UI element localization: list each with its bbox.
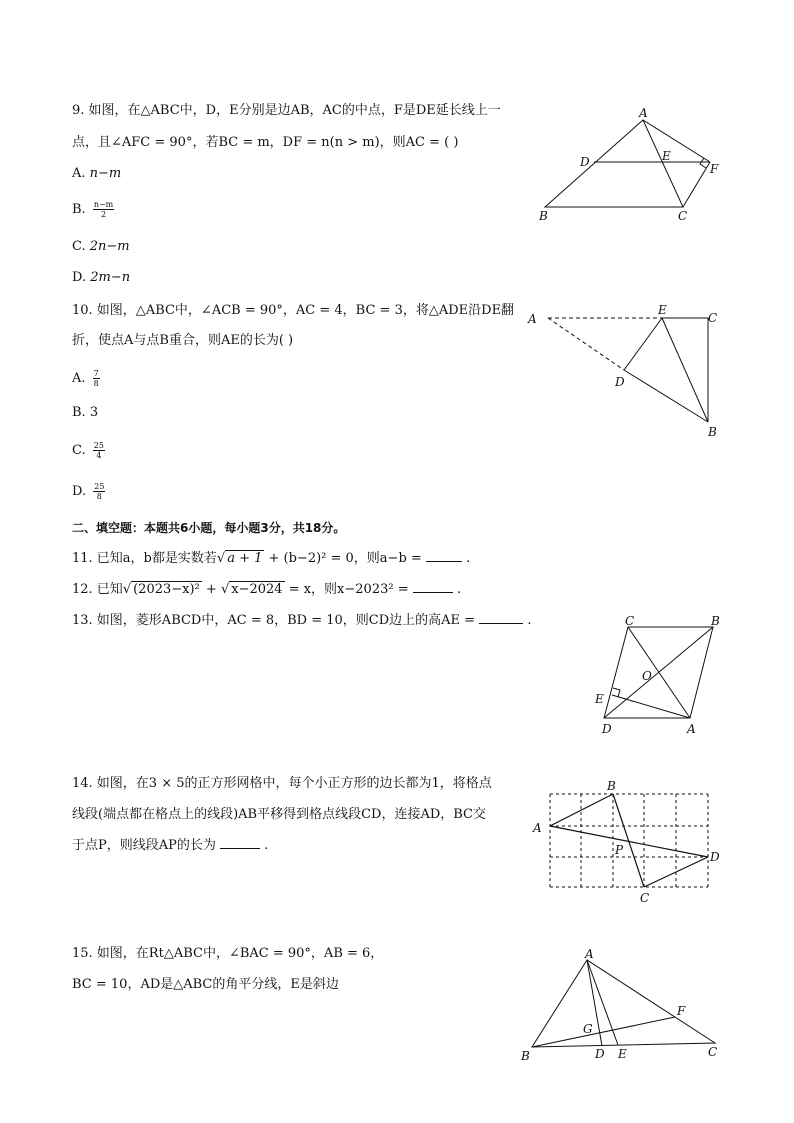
- q12-answer-blank[interactable]: [413, 580, 453, 593]
- q10-line1: 10. 如图，△ABC中，∠ACB = 90°，AC = 4，BC = 3，将△ADE沿DE翻: [72, 303, 515, 318]
- q14-label-p: P: [615, 843, 624, 857]
- q13-answer-blank[interactable]: [479, 611, 523, 624]
- q11-answer-blank[interactable]: [426, 549, 462, 562]
- q9-figure: [530, 100, 730, 225]
- q15-label-g: G: [583, 1022, 593, 1036]
- q14-label-b: B: [607, 779, 616, 793]
- q15-label-a: A: [585, 947, 594, 961]
- q13-label-b: B: [711, 614, 720, 628]
- q13-label-a: A: [687, 722, 696, 736]
- q10-label-d: D: [615, 375, 625, 389]
- q14-label-a: A: [533, 821, 542, 835]
- q15-label-f: F: [677, 1004, 686, 1018]
- q10-figure: [520, 300, 730, 445]
- q9-option-d[interactable]: D. 2m−n: [72, 270, 131, 285]
- q15-line2: BC = 10，AD是△ABC的角平分线，E是斜边: [72, 977, 339, 992]
- q9-option-c[interactable]: C. 2n−m: [72, 239, 130, 254]
- q10-label-c: C: [708, 311, 718, 325]
- q10-label-a: A: [528, 312, 537, 326]
- q12-line: 12. 已知√ (2023−x)² + √ x−2024 = x，则x−2023² = .: [72, 582, 462, 597]
- q13-label-o: O: [642, 669, 652, 683]
- q15-label-c: C: [708, 1045, 718, 1059]
- q9-label-b: B: [539, 209, 548, 223]
- q13-label-e: E: [595, 692, 604, 706]
- q14-label-c: C: [640, 891, 650, 905]
- q10-label-b: B: [708, 425, 717, 439]
- q13-figure: [590, 615, 730, 740]
- q9-option-a[interactable]: A. n−m: [72, 166, 122, 181]
- q14-figure: [530, 780, 730, 910]
- q9-label-f: F: [710, 162, 719, 176]
- q9-option-b[interactable]: B. $\frac{n-m}{2}$: [72, 200, 114, 219]
- q10-option-d[interactable]: D. $\frac{25}{8}$: [72, 482, 105, 501]
- fraction: $\frac{7}{8}$: [93, 369, 99, 388]
- q14-line3: 于点P，则线段AP的长为 .: [72, 838, 269, 853]
- q15-label-b: B: [521, 1049, 530, 1063]
- q13-label-d: D: [602, 722, 612, 736]
- q9-label-d: D: [580, 155, 590, 169]
- q10-option-b[interactable]: B. 3: [72, 405, 99, 420]
- fraction: $\frac{25}{4}$: [93, 441, 104, 460]
- q9-label-a: A: [639, 106, 648, 120]
- q13-label-c: C: [625, 614, 635, 628]
- q15-label-e: E: [618, 1047, 627, 1061]
- q15-line1: 15. 如图，在Rt△ABC中，∠BAC = 90°，AB = 6，: [72, 946, 384, 961]
- q9-label-e: E: [662, 149, 671, 163]
- q15-figure: [515, 945, 730, 1065]
- q14-line1: 14. 如图，在3 × 5的正方形网格中，每个小正方形的边长都为1，将格点: [72, 776, 492, 791]
- q10-line2: 折，使点A与点B重合，则AE的长为( ): [72, 333, 294, 348]
- q14-label-d: D: [710, 850, 720, 864]
- q9-line2: 点，且∠AFC = 90°，若BC = m，DF = n(n > m)，则AC = ( ): [72, 135, 459, 150]
- section-title-fill-blank: 二、填空题：本题共6小题，每小题3分，共18分。: [72, 521, 346, 535]
- q14-line2: 线段(端点都在格点上的线段)AB平移得到格点线段CD，连接AD，BC交: [72, 807, 487, 822]
- fraction: $\frac{25}{8}$: [94, 482, 105, 501]
- q9-label-c: C: [678, 209, 688, 223]
- q9-line1: 9. 如图，在△ABC中，D，E分别是边AB，AC的中点，F是DE延长线上一: [72, 103, 501, 118]
- q15-label-d: D: [595, 1047, 605, 1061]
- q11-line: 11. 已知a，b都是实数若√ a + 1 + (b−2)² = 0，则a−b = .: [72, 551, 471, 566]
- fraction: $\frac{n-m}{2}$: [93, 200, 114, 219]
- q13-line: 13. 如图，菱形ABCD中，AC = 8，BD = 10，则CD边上的高AE = .: [72, 613, 532, 628]
- q10-label-e: E: [658, 303, 667, 317]
- q10-option-c[interactable]: C. $\frac{25}{4}$: [72, 441, 104, 460]
- q14-answer-blank[interactable]: [220, 836, 260, 849]
- q10-option-a[interactable]: A. $\frac{7}{8}$: [72, 369, 99, 388]
